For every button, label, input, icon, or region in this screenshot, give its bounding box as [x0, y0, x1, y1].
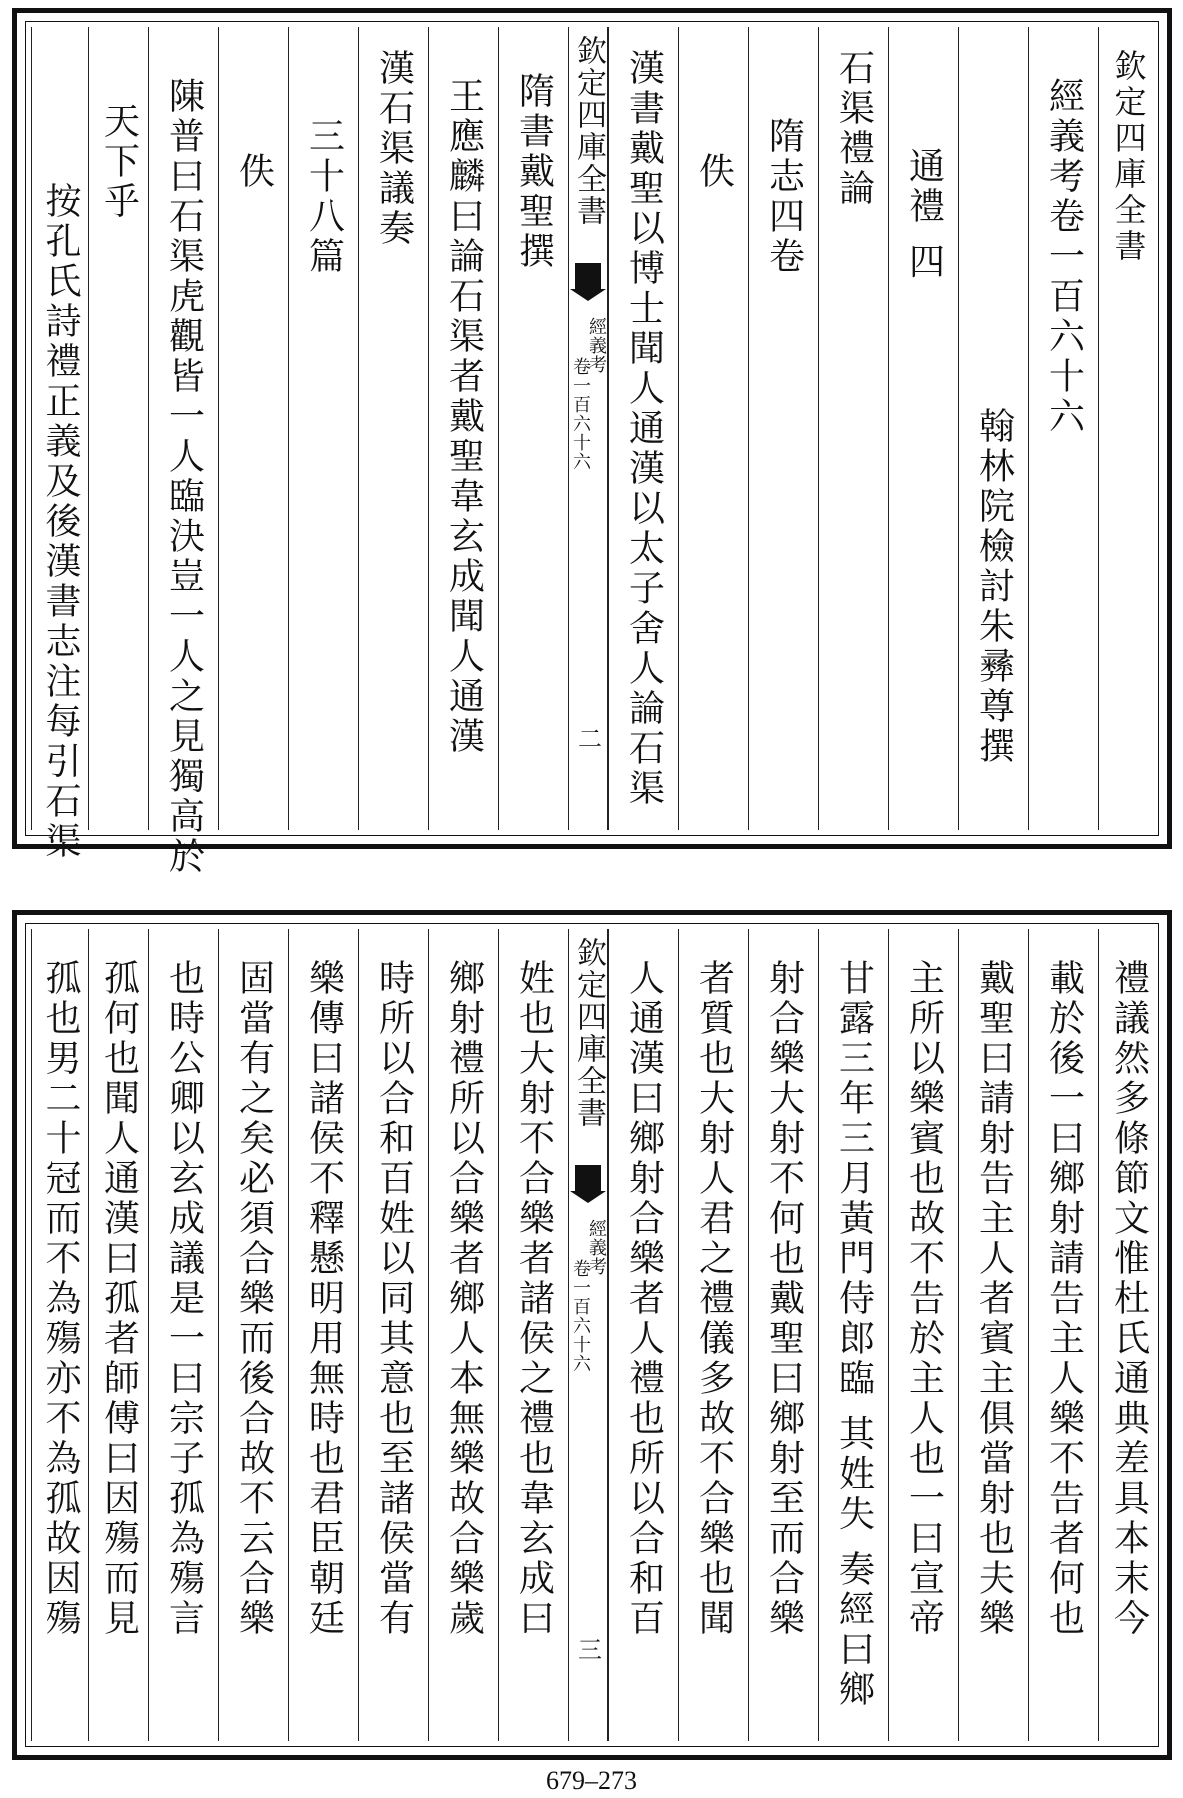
text-column: 姓也大射不合樂者諸侯之禮也韋玄成曰: [513, 959, 555, 1639]
text-column: 天下乎: [98, 102, 140, 222]
text-column: 者質也大射人君之禮儀多故不合樂也聞: [693, 959, 735, 1639]
text-column: 孤也男二十冠而不為殤亦不為孤故因殤: [40, 959, 81, 1639]
text-column: 主所以樂賓也故不告於主人也一曰宣帝: [903, 959, 945, 1639]
column: [31, 27, 88, 862]
column: [88, 929, 148, 1741]
text-column: 佚: [233, 152, 275, 192]
author-line: 翰林院檢討朱彞尊撰: [973, 407, 1015, 767]
column: [288, 27, 358, 830]
text-column: 固當有之矣必須合樂而後合故不云合樂: [233, 959, 275, 1639]
section-heading: 通禮 四: [903, 147, 945, 283]
gutter-title: 欽定四庫全書: [571, 35, 606, 227]
work-title: 漢石渠議奏: [373, 49, 415, 249]
column: [888, 929, 958, 1741]
column: [818, 27, 888, 830]
column: [31, 929, 88, 1741]
chapter-title: 經義考卷一百六十六: [1043, 77, 1085, 437]
text-column: 王應麟曰論石渠者戴聖韋玄成聞人通漢: [443, 77, 485, 757]
text-column: 甘露三年三月黃門侍郎臨 其姓失 奏經曰鄉: [833, 959, 875, 1710]
column: [218, 929, 288, 1741]
gutter-page-number: 三: [573, 1637, 602, 1661]
column: [218, 27, 288, 830]
text-column: 載於後一曰鄉射請告主人樂不告者何也: [1043, 959, 1085, 1639]
column: [148, 27, 218, 877]
text-column: 隋書戴聖撰: [513, 72, 555, 272]
column: [608, 929, 678, 1741]
column: [748, 929, 818, 1741]
text-column: 按孔氏詩禮正義及後漢書志注每引石渠: [40, 182, 81, 862]
column: [428, 27, 498, 830]
column: [1028, 27, 1098, 830]
column: [608, 27, 678, 830]
center-gutter: [568, 27, 608, 830]
column: [498, 929, 568, 1741]
text-column: 時所以合和百姓以同其意也至諸侯當有: [373, 959, 415, 1639]
gutter-book-name: 經義考: [586, 317, 607, 374]
gutter-volume: 卷一百六十六: [570, 1259, 591, 1373]
fish-tail-mark: [575, 1165, 601, 1191]
column: [498, 27, 568, 830]
column: [748, 27, 818, 830]
text-column: 禮議然多條節文惟杜氏通典差具本末今: [1108, 959, 1150, 1639]
column: [888, 27, 958, 830]
column: [288, 929, 358, 1741]
gutter-title: 欽定四庫全書: [571, 937, 606, 1129]
column: [1098, 929, 1158, 1741]
text-column: 樂傳曰諸侯不釋懸明用無時也君臣朝廷: [303, 959, 345, 1639]
column: [1028, 929, 1098, 1741]
column: [358, 929, 428, 1741]
text-column: 三十八篇: [303, 117, 345, 277]
column: [958, 929, 1028, 1741]
fish-tail-mark: [575, 263, 601, 289]
text-column: 射合樂大射不何也戴聖曰鄉射至而合樂: [763, 959, 805, 1639]
text-column: 孤何也聞人通漢曰孤者師傅曰因殤而見: [98, 959, 140, 1639]
text-column: 人通漢曰鄉射合樂者人禮也所以合和百: [623, 959, 665, 1639]
column: [818, 929, 888, 1741]
page-lower: [12, 910, 1172, 1760]
text-column: 隋志四卷: [763, 117, 805, 277]
work-title: 石渠禮論: [833, 49, 875, 209]
column: [958, 27, 1028, 830]
center-gutter: [568, 929, 608, 1741]
text-column: 鄉射禮所以合樂者鄉人本無樂故合樂歲: [443, 959, 485, 1639]
gutter-page-number: 二: [573, 726, 602, 750]
column: [678, 27, 748, 830]
page-footer-number: 679–273: [546, 1766, 637, 1795]
column: [428, 929, 498, 1741]
gutter-volume: 卷一百六十六: [570, 357, 591, 471]
text-column: 陳普曰石渠虎觀皆一人臨決豈一人之見獨高於: [163, 77, 205, 877]
page-upper: [12, 8, 1172, 877]
gutter-book-name: 經義考: [586, 1219, 607, 1276]
column: [1098, 27, 1158, 830]
text-column: 也時公卿以玄成議是一曰宗子孤為殤言: [163, 959, 205, 1639]
column: [148, 929, 218, 1741]
text-column: 漢書戴聖以博士聞人通漢以太子舍人論石渠: [623, 49, 665, 809]
column: [88, 27, 148, 830]
column: [358, 27, 428, 830]
text-column: 戴聖曰請射告主人者賓主俱當射也夫樂: [973, 959, 1015, 1639]
text-column: 佚: [693, 152, 735, 192]
column: [678, 929, 748, 1741]
book-title-header: 欽定四庫全書: [1109, 49, 1148, 265]
